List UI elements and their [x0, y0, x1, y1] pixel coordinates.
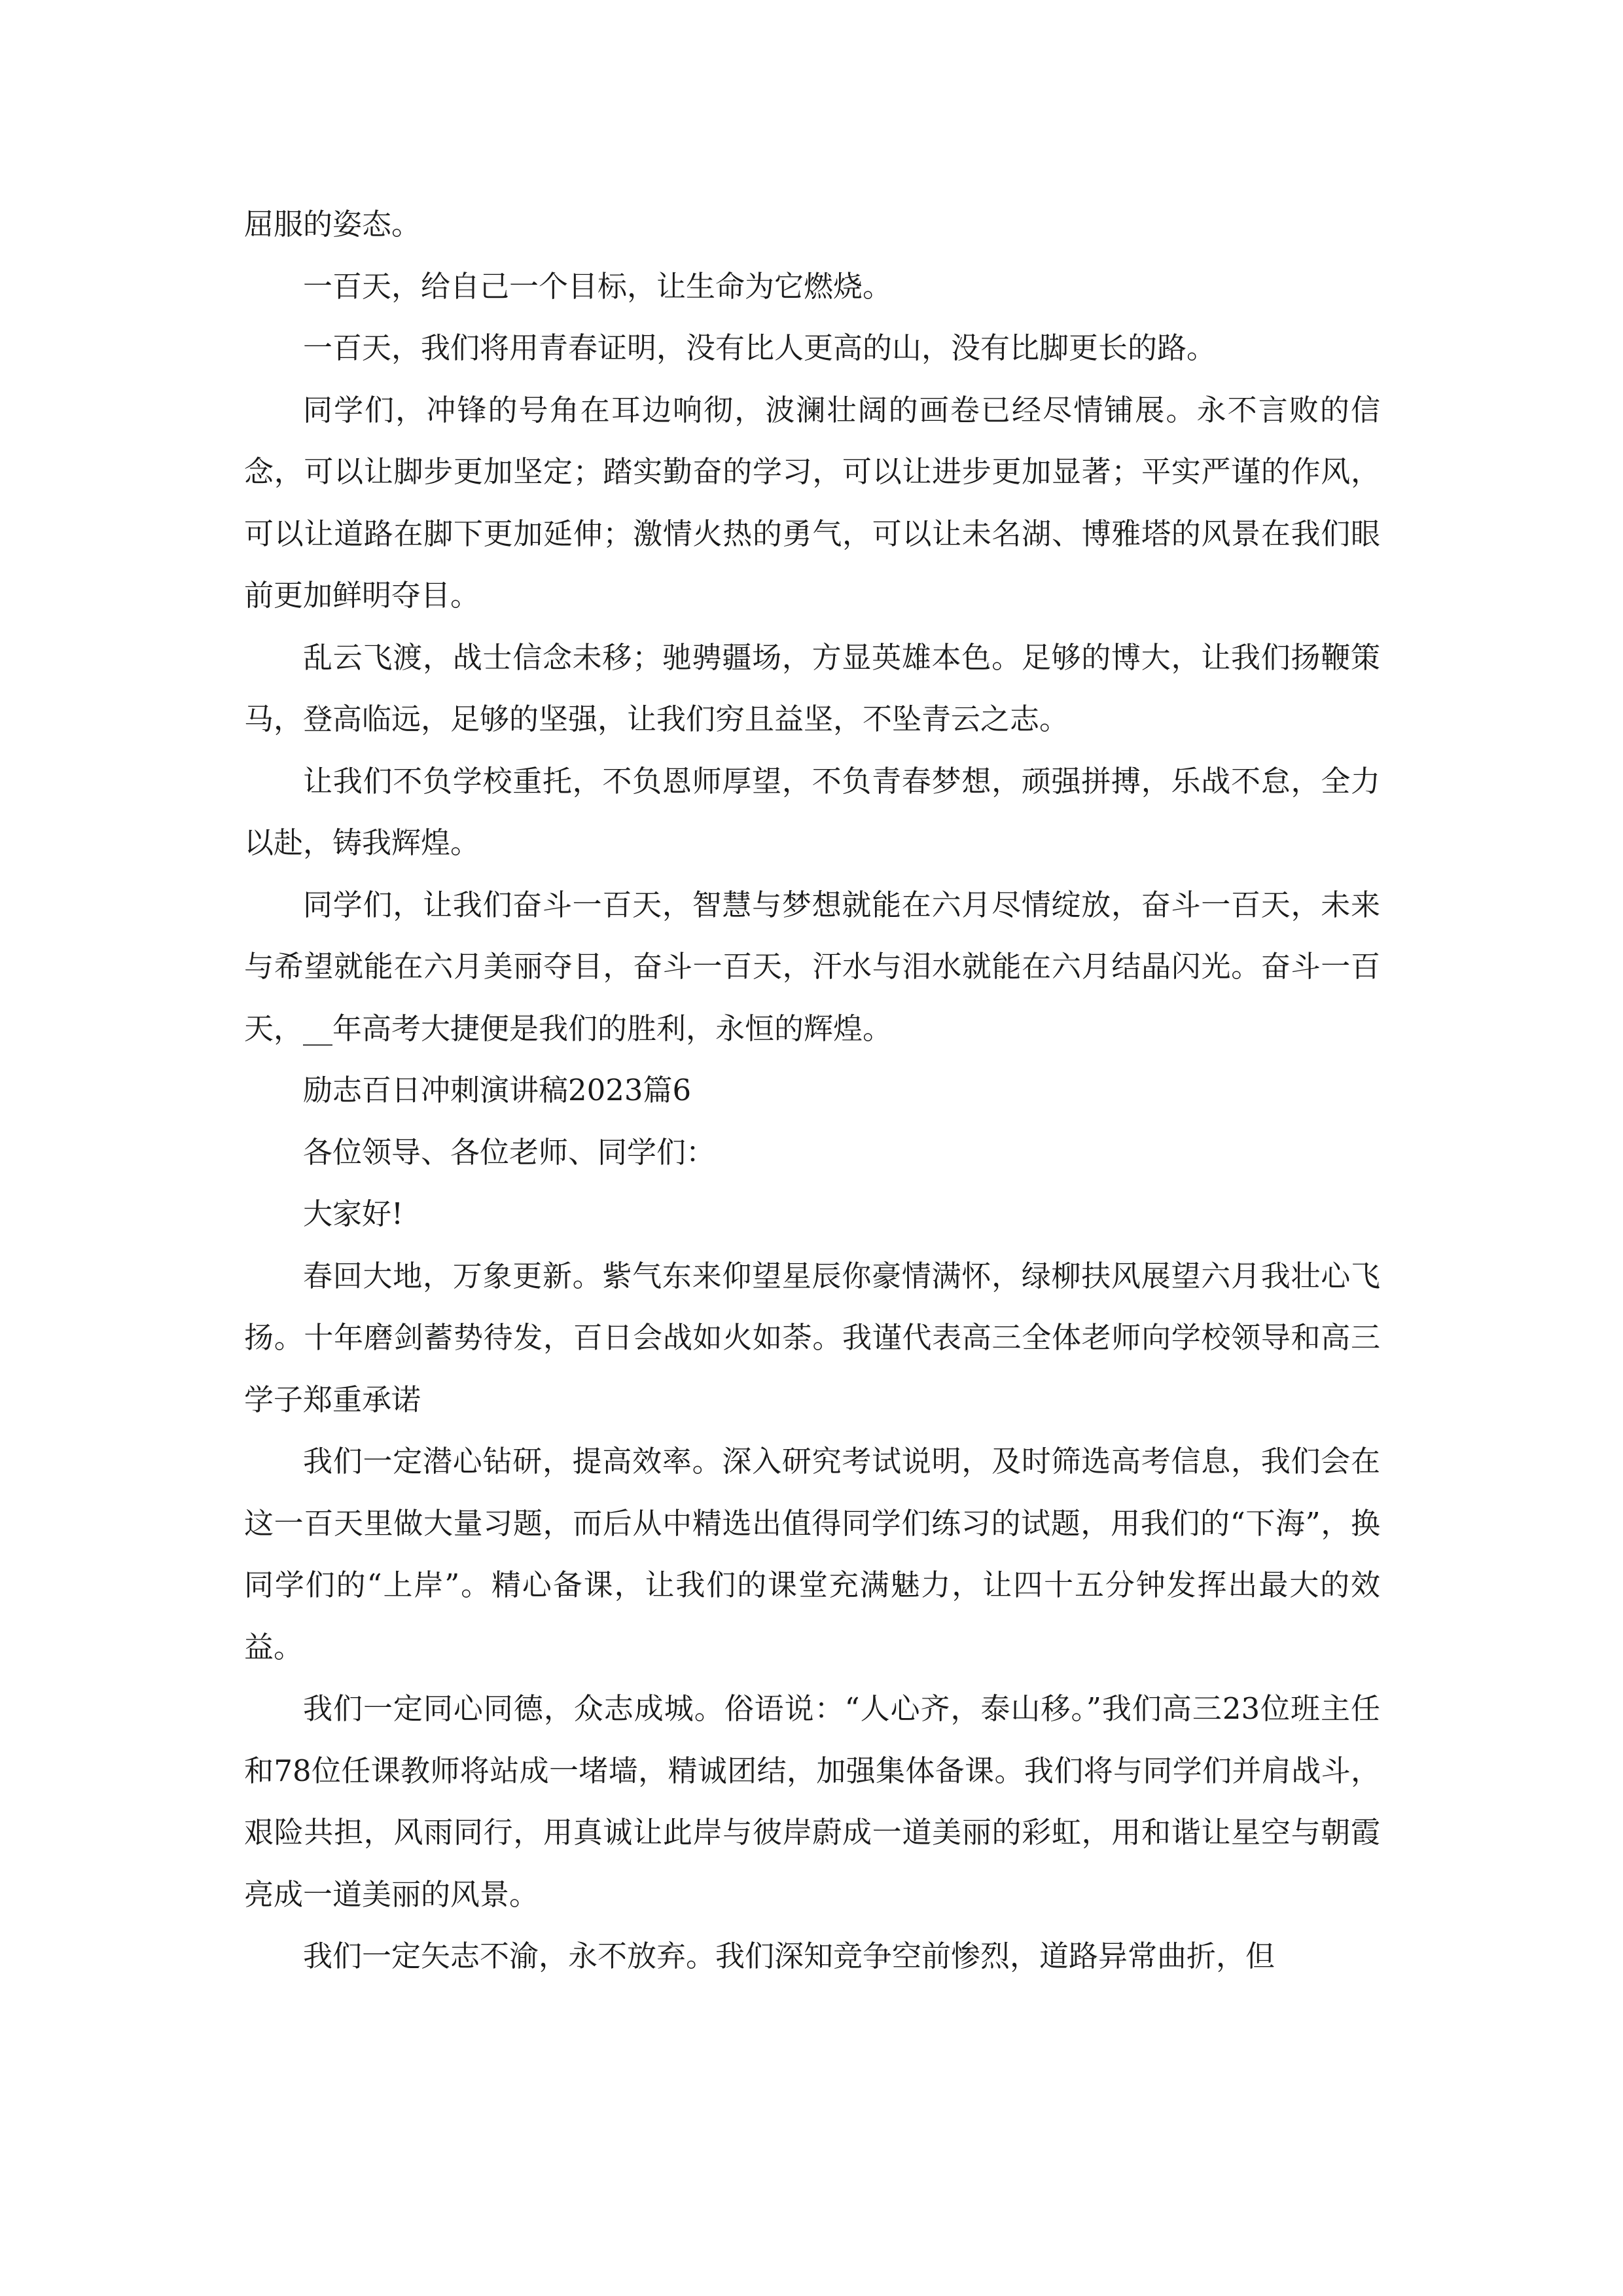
greeting: 大家好!	[303, 1196, 404, 1231]
paragraph: 我们一定同心同德，众志成城。俗语说：“人心齐，泰山移。”我们高三23位班主任和78位任课教师将站成一堵墙，精诚团结，加强集体备课。我们将与同学们并肩战斗，艰险共担，风雨同行，用真诚让此岸与彼岸蔚成一道美丽的彩虹，用和谐让星空与朝霞亮成一道美丽的风景。	[244, 1691, 1380, 1912]
paragraph: 乱云飞渡，战士信念未移；驰骋疆场，方显英雄本色。足够的博大，让我们扬鞭策马，登高临远，足够的坚强，让我们穷且益坚，不坠青云之志。	[244, 639, 1380, 736]
paragraph: 一百天，给自己一个目标，让生命为它燃烧。	[303, 268, 893, 304]
paragraph: 一百天，我们将用青春证明，没有比人更高的山，没有比脚更长的路。	[303, 331, 1217, 365]
section-heading: 励志百日冲刺演讲稿2023篇6	[303, 1073, 692, 1107]
paragraph: 我们一定矢志不渝，永不放弃。我们深知竞争空前惨烈，道路异常曲折，但	[303, 1939, 1275, 1973]
salutation: 各位领导、各位老师、同学们：	[303, 1134, 716, 1170]
paragraph: 我们一定潜心钻研，提高效率。深入研究考试说明，及时筛选高考信息，我们会在这一百天里做大量习题，而后从中精选出值得同学们练习的试题，用我们的“下海”，换同学们的“上岸”。精心备课，让我们的课堂充满魅力，让四十五分钟发挥出最大的效益。	[244, 1444, 1380, 1664]
paragraph: 屈服的姿态。	[244, 207, 421, 242]
document-body	[244, 194, 1380, 1988]
paragraph: 同学们，让我们奋斗一百天，智慧与梦想就能在六月尽情绽放，奋斗一百天，未来与希望就能在六月美丽夺目，奋斗一百天，汗水与泪水就能在六月结晶闪光。奋斗一百天，__年高考大捷便是我们的胜利，永恒的辉煌。	[244, 887, 1380, 1046]
paragraph: 同学们，冲锋的号角在耳边响彻，波澜壮阔的画卷已经尽情铺展。永不言败的信念，可以让脚步更加坚定；踏实勤奋的学习，可以让进步更加显著；平实严谨的作风，可以让道路在脚下更加延伸；激情火热的勇气，可以让未名湖、博雅塔的风景在我们眼前更加鲜明夺目。	[244, 392, 1380, 613]
paragraph: 让我们不负学校重托，不负恩师厚望，不负青春梦想，顽强拼搏，乐战不怠，全力以赴，铸我辉煌。	[244, 763, 1380, 860]
paragraph: 春回大地，万象更新。紫气东来仰望星辰你豪情满怀，绿柳扶风展望六月我壮心飞扬。十年磨剑蓄势待发，百日会战如火如荼。我谨代表高三全体老师向学校领导和高三学子郑重承诺	[244, 1258, 1380, 1417]
